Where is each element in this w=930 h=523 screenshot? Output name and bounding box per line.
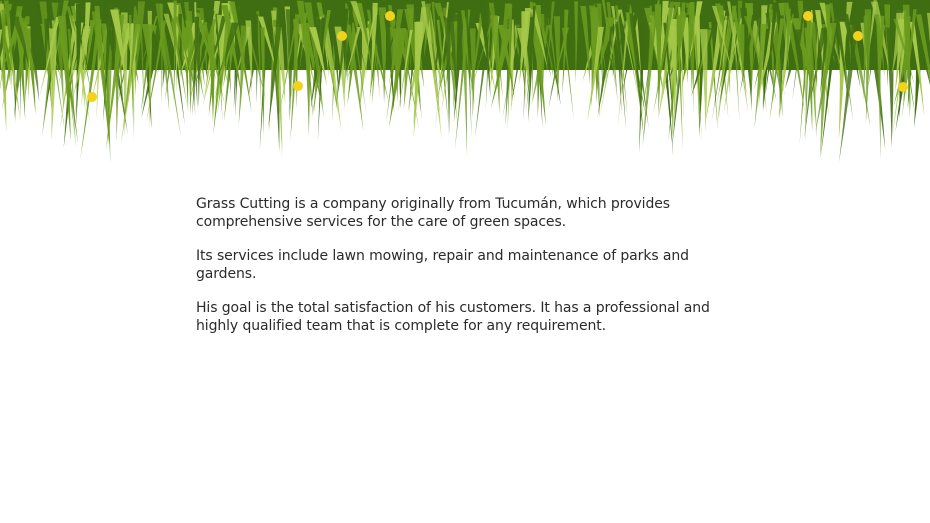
about-paragraph-goal: His goal is the total satisfaction of his customers. It has a professional and highly qualified team that is complete for any requirement. [196, 300, 710, 334]
flower-icon [293, 81, 303, 91]
flower-icon [803, 11, 813, 21]
about-text-block [196, 196, 741, 352]
flower-icon [898, 82, 908, 92]
about-paragraph-services: Its services include lawn mowing, repair and maintenance of parks and gardens. [196, 248, 689, 282]
flower-icon [853, 31, 863, 41]
about-paragraph-intro: Grass Cutting is a company originally from Tucumán, which provides comprehensive services for the care of green spaces. [196, 196, 670, 230]
flower-icon [385, 11, 395, 21]
grass-illustration [0, 0, 930, 175]
flower-icon [337, 31, 347, 41]
flower-icon [87, 92, 97, 102]
grass-banner-image [0, 0, 930, 175]
